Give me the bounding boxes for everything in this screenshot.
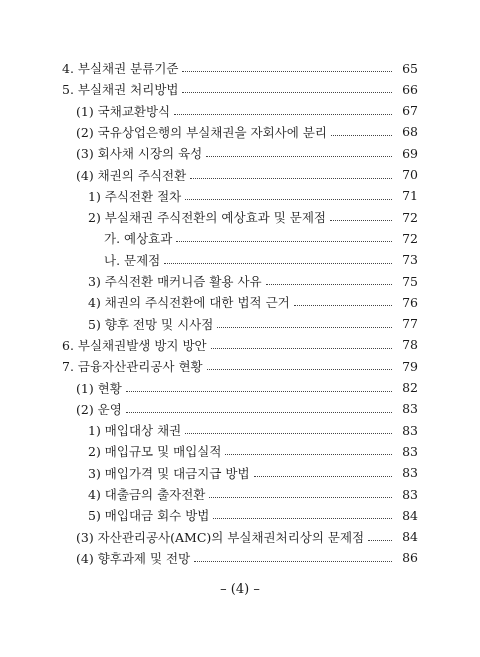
dot-leader [206,155,392,157]
dot-leader [294,304,392,306]
toc-entry [88,271,418,291]
toc-entry [88,420,418,440]
dot-leader [209,496,392,498]
toc-entry-page: 86 [402,550,418,566]
toc-entry-page: 78 [402,337,418,353]
toc-entry [76,378,418,398]
toc-entry-page: 69 [402,145,418,161]
toc-entry [88,186,418,206]
toc-entry-page: 72 [402,209,418,225]
toc-entry [88,207,418,227]
dot-leader [368,539,392,541]
toc-entry-title: 7. 금융자산관리공사 현황 [62,359,203,375]
toc-entry-page: 73 [402,252,418,268]
dot-leader [211,347,392,349]
dot-leader [126,411,392,413]
toc-entry-title: 나. 문제점 [104,252,161,268]
toc-entry [88,484,418,504]
toc-entry-page: 77 [402,316,418,332]
toc-entry-page: 83 [402,443,418,459]
toc-entry-page: 67 [402,103,418,119]
toc-entry [88,292,418,312]
dot-leader [266,283,392,285]
toc-entry-page: 65 [402,60,418,76]
toc-entry-title: 1) 주식전환 절차 [88,188,182,204]
toc-entry [76,143,418,163]
toc-entry-title: 5) 매입대금 회수 방법 [88,508,210,524]
toc-entry [62,79,418,99]
toc-entry [62,58,418,78]
dot-leader [185,198,392,200]
toc-entry-title: (3) 자산관리공사(AMC)의 부실채권처리상의 문제점 [76,529,365,545]
toc-entry-title: (4) 향후과제 및 전망 [76,550,191,566]
toc-entry [76,122,418,142]
dot-leader [194,560,392,562]
toc-entry [76,101,418,121]
toc-entry [76,527,418,547]
dot-leader [126,390,392,392]
toc-entry-title: (2) 운영 [76,401,122,417]
toc-entry [104,250,418,270]
toc-entry-page: 79 [402,358,418,374]
toc-entry-title: 4) 대출금의 출자전환 [88,487,206,502]
toc-entry-title: 5. 부실채권 처리방법 [62,82,179,98]
toc-entry-page: 75 [402,273,418,289]
toc-entry-title: 4. 부실채권 분류기준 [62,61,179,76]
dot-leader [164,262,392,264]
toc-entry-page: 83 [402,465,418,481]
toc-entry [62,335,418,355]
dot-leader [331,134,392,136]
toc-entry-page: 71 [402,188,418,204]
toc-entry-page: 82 [402,380,418,395]
toc-entry [62,356,418,376]
toc-entry-title: 3) 매입가격 및 대금지급 방법 [88,465,250,481]
toc-entry-title: 가. 예상효과 [104,231,173,247]
dot-leader [182,70,392,72]
toc-entry-title: (1) 국채교환방식 [76,103,171,119]
toc-entry-page: 84 [402,507,418,523]
dot-leader [207,368,392,370]
toc-entry-title: 2) 부실채권 주식전환의 예상효과 및 문제점 [88,210,326,226]
toc-entry-page: 83 [402,401,418,417]
toc-entry-title: 3) 주식전환 매커니즘 활용 사유 [88,274,262,289]
toc-entry [88,463,418,483]
dot-leader [190,177,392,179]
toc-entry-title: 5) 향후 전망 및 시사점 [88,316,214,332]
toc-entry-page: 83 [402,486,418,502]
toc-entry-title: (1) 현황 [76,380,122,396]
toc-entry-title: 1) 매입대상 채권 [88,423,182,439]
dot-leader [213,517,392,519]
toc-entry [88,441,418,461]
toc-entry-page: 68 [402,124,418,140]
dot-leader [174,113,392,115]
dot-leader [330,219,392,221]
dot-leader [254,475,392,477]
toc-entry [76,399,418,419]
toc-entry-page: 72 [402,230,418,246]
toc-entry-page: 66 [402,81,418,97]
toc-entry [76,165,418,185]
toc-entry-page: 70 [402,167,418,182]
dot-leader [225,453,392,455]
dot-leader [185,432,392,434]
toc-entry-title: 6. 부실채권발생 방지 방안 [62,337,207,353]
dot-leader [217,326,392,328]
toc-entry-page: 76 [402,294,418,310]
toc-entry [76,548,418,568]
dot-leader [176,240,392,242]
toc-entry [104,228,418,248]
toc-entry-title: (3) 회사채 시장의 육성 [76,146,203,162]
dot-leader [182,91,392,93]
toc-entry [88,314,418,334]
toc-entry-title: 2) 매입규모 및 매입실적 [88,444,222,460]
toc-entry-title: 4) 채권의 주식전환에 대한 법적 근거 [88,295,290,311]
page-number: – (4) – [220,582,260,597]
toc-entry-page: 84 [402,529,418,545]
toc-entry [88,505,418,525]
toc-entry-page: 83 [402,422,418,438]
toc-entry-title: (4) 채권의 주식전환 [76,167,187,183]
toc-entry-title: (2) 국유상업은행의 부실채권을 자회사에 분리 [76,124,327,140]
